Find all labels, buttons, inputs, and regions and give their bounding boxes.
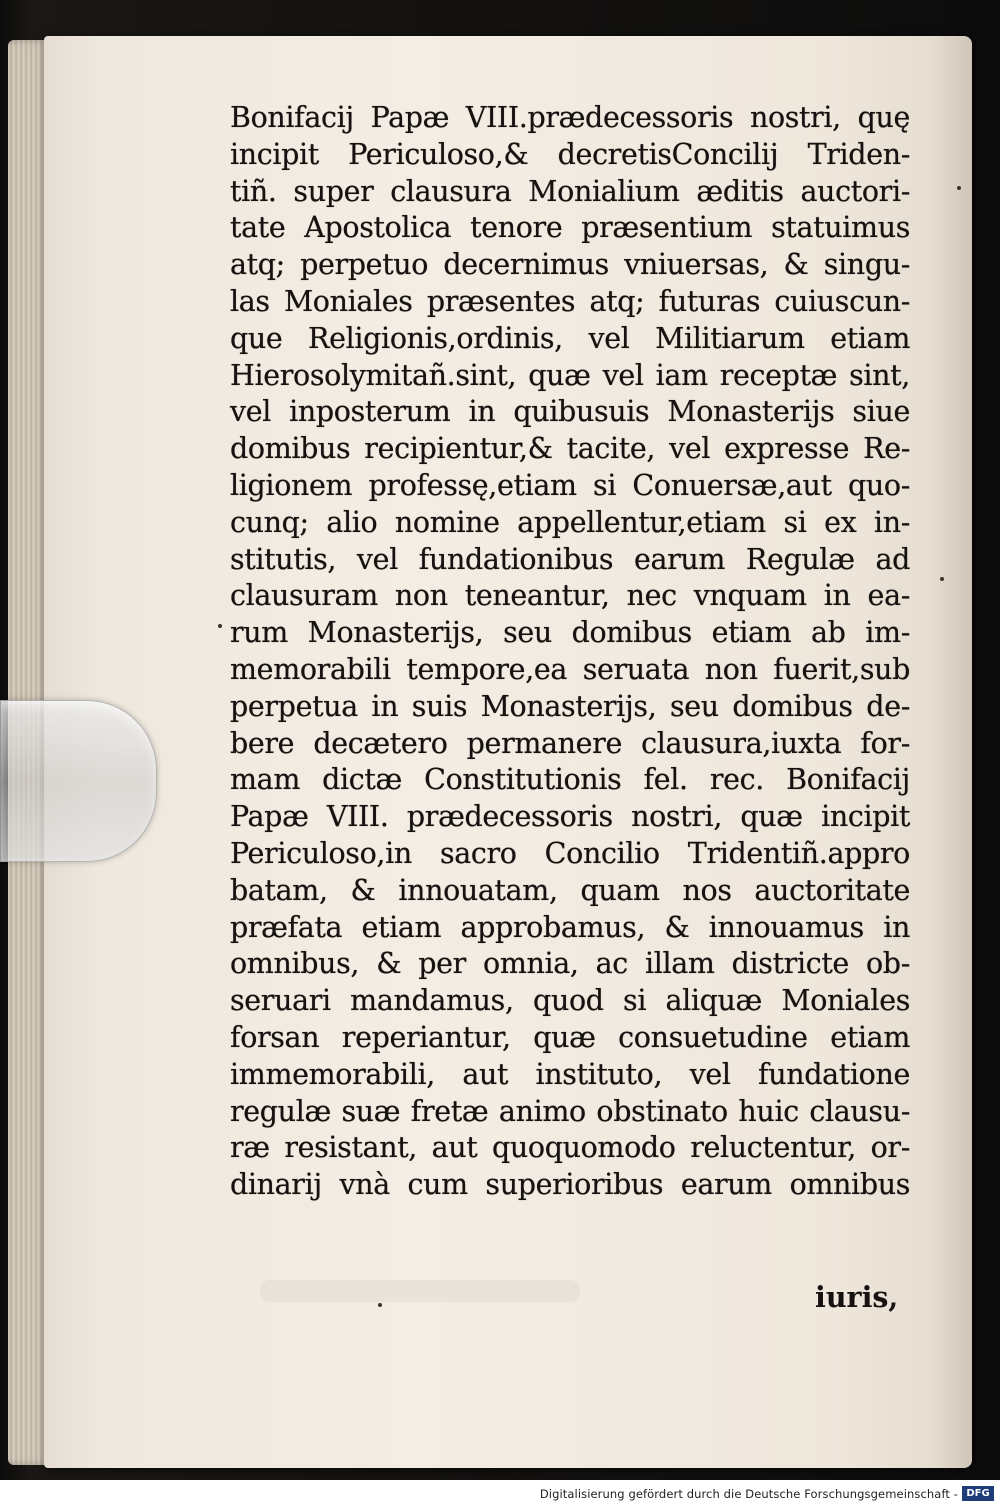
text-line: las Moniales præsentes atq; futuras cuiuscun-	[230, 284, 910, 318]
catchword: iuris,	[815, 1280, 899, 1314]
margin-dot	[218, 624, 222, 628]
text-line: Periculoso,in sacro Concilio Tridentiñ.appro	[230, 836, 910, 870]
text-line: perpetua in suis Monasterijs, seu domibus de-	[230, 689, 910, 723]
page-curl-shade	[932, 36, 972, 1468]
text-line: batam, & innouatam, quam nos auctoritate	[230, 873, 910, 907]
text-line: incipit Periculoso,& decretisConcilij Triden-	[230, 137, 910, 171]
margin-dot	[378, 1303, 382, 1307]
margin-dot	[957, 186, 961, 190]
text-line: tiñ. super clausura Monialium æditis auctori-	[230, 174, 910, 208]
footer-bar	[0, 1480, 1000, 1508]
text-line: memorabili tempore,ea seruata non fuerit,sub	[230, 652, 910, 686]
text-line: Papæ VIII. prædecessoris nostri, quæ incipit	[230, 800, 910, 834]
text-line: tate Apostolica tenore præsentium statuimus	[230, 211, 910, 245]
text-line: ræ resistant, aut quoquomodo reluctentur, or-	[230, 1131, 910, 1165]
text-line: clausuram non teneantur, nec vnquam in ea-	[230, 579, 910, 613]
text-line: ligionem professę,etiam si Conuersæ,aut quo-	[230, 468, 910, 502]
text-line: cunq; alio nomine appellentur,etiam si ex in-	[230, 505, 910, 539]
text-line: bere decætero permanere clausura,iuxta for-	[230, 726, 910, 760]
text-line: immemorabili, aut instituto, vel fundatione	[230, 1057, 910, 1091]
text-line: Bonifacij Papæ VIII.prædecessoris nostri, quę	[230, 101, 910, 134]
dfg-logo-icon: DFG	[962, 1486, 994, 1501]
text-line: que Religionis,ordinis, vel Militiarum etiam	[230, 321, 910, 355]
footer-credit: Digitalisierung gefördert durch die Deutsche Forschungsgemeinschaft -	[539, 1487, 958, 1501]
text-line: regulæ suæ fretæ animo obstinato huic clausu-	[230, 1094, 910, 1128]
text-line: rum Monasterijs, seu domibus etiam ab im-	[230, 616, 910, 650]
text-line: vel inposterum in quibusuis Monasterijs siue	[230, 395, 910, 429]
text-line: mam dictæ Constitutionis fel. rec. Bonifacij	[230, 763, 910, 797]
text-line: Hierosolymitañ.sint, quæ vel iam receptæ sint,	[230, 358, 910, 392]
text-line: dinarij vnà cum superioribus earum omnibus	[230, 1168, 910, 1202]
text-line: forsan reperiantur, quæ consuetudine etiam	[230, 1020, 910, 1054]
text-line: seruari mandamus, quod si aliquæ Moniales	[230, 984, 910, 1018]
text-line: omnibus, & per omnia, ac illam districte ob-	[230, 947, 910, 981]
text-line: præfata etiam approbamus, & innouamus in	[230, 910, 910, 944]
page-clip	[0, 700, 157, 862]
page-text-block	[230, 100, 910, 1204]
text-line: domibus recipientur,& tacite, vel expresse Re-	[230, 432, 910, 466]
margin-dot	[940, 577, 944, 581]
text-line: stitutis, vel fundationibus earum Regulæ ad	[230, 542, 910, 576]
text-line: atq; perpetuo decernimus vniuersas, & singu-	[230, 248, 910, 282]
faint-show-through	[260, 1280, 580, 1302]
